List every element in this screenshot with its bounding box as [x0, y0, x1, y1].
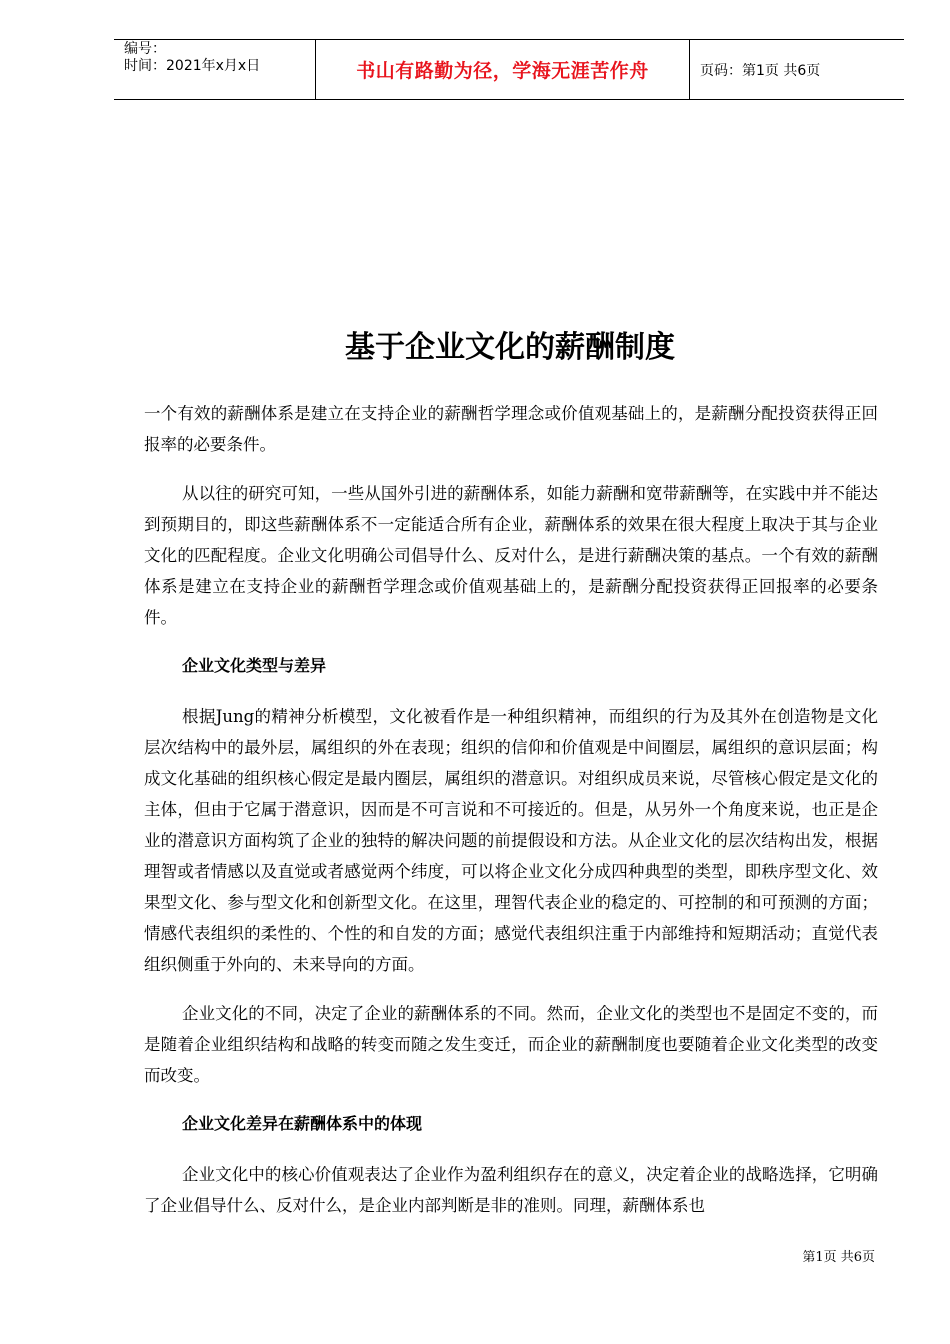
- body-paragraph-3: 企业文化的不同，决定了企业的薪酬体系的不同。然而，企业文化的类型也不是固定不变的，而是随着企业组织结构和战略的转变而随之发生变迁，而企业的薪酬制度也要随着企业文化类型的改变而改变。: [144, 1004, 878, 1085]
- intro-paragraph: 一个有效的薪酬体系是建立在支持企业的薪酬哲学理念或价值观基础上的，是薪酬分配投资获得正回报率的必要条件。: [144, 404, 878, 454]
- section-heading-culture-in-pay: 企业文化差异在薪酬体系中的体现: [182, 1114, 423, 1133]
- serial-number-label: 编号：: [124, 41, 166, 57]
- document-body: [144, 398, 878, 1221]
- section-heading-culture-types: 企业文化类型与差异: [182, 656, 327, 675]
- header-meta-cell: [114, 40, 316, 99]
- page-header: [114, 39, 904, 100]
- body-paragraph-2: 根据Jung的精神分析模型，文化被看作是一种组织精神，而组织的行为及其外在创造物是文化层次结构中的最外层，属组织的外在表现；组织的信仰和价值观是中间圈层，属组织的意识层面；构成文化基础的组织核心假定是最内圈层，属组织的潜意识。对组织成员来说，尽管核心假定是文化的主体，但由于它属于潜意识，因而是不可言说和不可接近的。但是，从另外一个角度来说，也正是企业的潜意识方面构筑了企业的独特的解决问题的前提假设和方法。从企业文化的层次结构出发，根据理智或者情感以及直觉或者感觉两个纬度，可以将企业文化分成四种典型的类型，即秩序型文化、效果型文化、参与型文化和创新型文化。在这里，理智代表企业的稳定的、可控制的和可预测的方面；情感代表组织的柔性的、个性的和自发的方面；感觉代表组织注重于内部维持和短期活动；直觉代表组织侧重于外向的、未来导向的方面。: [144, 707, 878, 974]
- header-motto: 书山有路勤为径，学海无涯苦作舟: [356, 60, 649, 82]
- body-paragraph-4: 企业文化中的核心价值观表达了企业作为盈利组织存在的意义，决定着企业的战略选择，它明确了企业倡导什么、反对什么，是企业内部判断是非的准则。同理，薪酬体系也: [144, 1165, 878, 1215]
- header-page-info: 页码：第1页 共6页: [700, 62, 821, 79]
- body-paragraph-1: 从以往的研究可知，一些从国外引进的薪酬体系，如能力薪酬和宽带薪酬等，在实践中并不能达到预期目的，即这些薪酬体系不一定能适合所有企业，薪酬体系的效果在很大程度上取决于其与企业文化的匹配程度。企业文化明确公司倡导什么、反对什么，是进行薪酬决策的基点。一个有效的薪酬体系是建立在支持企业的薪酬哲学理念或价值观基础上的，是薪酬分配投资获得正回报率的必要条件。: [144, 484, 878, 627]
- header-page-cell: [690, 40, 904, 99]
- page-footer: 第1页 共6页: [802, 1250, 875, 1265]
- document-title: 基于企业文化的薪酬制度: [345, 330, 675, 365]
- header-motto-cell: [316, 40, 690, 99]
- time-label: 时间：2021年x月x日: [124, 58, 261, 74]
